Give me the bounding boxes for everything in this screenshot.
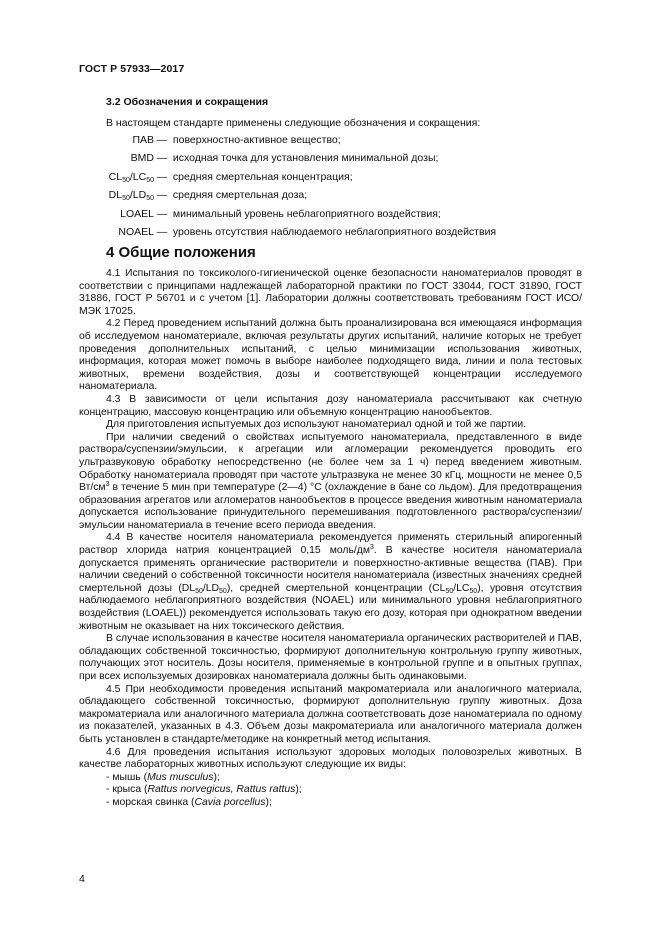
paragraph-4-6: 4.6 Для проведения испытания используют здоровых молодых половозрелых животных. В качестве лабораторных животных используют следующие их виды: (79, 746, 582, 771)
paragraph-4-3-batch: Для приготовления испытуемых доз используют наноматериал одной и той же партии. (106, 419, 527, 431)
paragraph-4-4-carrier: В случае использования в качестве носителя наноматериала органических растворителей и ПАВ, обладающих собственной токсичностью, формируют дополнительную контрольную группу животных, получающих этот носитель. Дозы носителя, применяемые в контрольной группе и в опытных группах, при всех используемых дозировках наноматериала должны быть одинаковыми. (79, 633, 582, 682)
abbreviation-desc: средняя смертельная доза; (172, 189, 308, 202)
section-4-title: 4 Общие положения (106, 244, 256, 261)
abbreviation-desc: исходная точка для установления минимальной дозы; (172, 152, 439, 165)
abbreviation-term: $DL_{50}/LD_{50}$ (108, 189, 154, 203)
paragraph-4-3-ultrasound: При наличии сведений о свойствах испытуемого наноматериала, представленного в виде раствора/суспензии/эмульсии, к агрегации или агломерации рекомендуется проводить его ультразвуковую обработку непосредственно (не более чем за 1 ч) перед введением животным. Обработку наноматериала проводят при частоте ультразвука не менее 30 кГц, мощности не менее 0,5 $Вт/см^3$ в течение 5 мин при температуре (2—4) °С (охлаждение в бане со льдом). Для предотвращения образования агрегатов или агломератов нанообъектов в процессе введения животным наноматериала допускается использование принудительного перемешивания подготовленного раствора/суспензии/эмульсии наноматериала в течение всего периода введения. (79, 431, 582, 531)
section-4-body (79, 268, 582, 810)
section-3-2-intro: В настоящем стандарте применены следующие обозначения и сокращения: (106, 117, 481, 129)
abbreviation-item: LOAEL — минимальный уровень неблагоприятного воздействия; (60, 205, 620, 223)
abbreviation-item: NOAEL — уровень отсутствия наблюдаемого неблагоприятного воздействия (60, 223, 620, 241)
standard-header: ГОСТ Р 57933—2017 (79, 63, 185, 75)
abbreviation-term: NOAEL (118, 225, 154, 238)
abbreviations-list (60, 131, 620, 241)
paragraph-4-3: 4.3 В зависимости от цели испытания дозу наноматериала рассчитывают как счетную концентрацию, массовую концентрацию или объемную концентрацию нанообъектов. (79, 393, 582, 418)
section-3-2-title: 3.2 Обозначения и сокращения (106, 96, 269, 108)
abbreviation-desc: уровень отсутствия наблюдаемого неблагоприятного воздействия (172, 225, 497, 238)
page-number: 4 (79, 873, 85, 885)
abbreviation-item: $DL_{50}/LD_{50}$ — средняя смертельная доза; (60, 186, 620, 204)
paragraph-4-2: 4.2 Перед проведением испытаний должна быть проанализирована вся имеющаяся информация об исследуемом наноматериале, включая результаты других испытаний, наличие которых не требует проведения дополнительных испытаний, с целью минимизации использования животных, информация, которая может помочь в выборе наиболее подходящего вида, линии и пола тестовых животных, времени воздействия, дозы и соответствующей концентрации исследуемого наноматериала. (79, 318, 582, 393)
paragraph-4-1: 4.1 Испытания по токсиколого-гигиенической оценке безопасности наноматериалов проводят в соответствии с принципами надлежащей лабораторной практики по ГОСТ 33044, ГОСТ 31890, ГОСТ 31886, ГОСТ Р 56701 и с учетом [1]. Лаборатории должны соответствовать требованиям ГОСТ ИСО/МЭК 17025. (79, 268, 582, 317)
abbreviation-term: ПАВ (132, 134, 154, 146)
abbreviation-term: BMD (130, 152, 154, 165)
list-item: - морская свинка (Cavia porcellus); (106, 796, 272, 808)
abbreviation-desc: средняя смертельная концентрация; (172, 170, 353, 183)
abbreviation-item: BMD — исходная точка для установления минимальной дозы; (60, 149, 620, 167)
abbreviation-term: LOAEL (120, 207, 154, 220)
list-item: - мышь (Mus musculus); (106, 771, 220, 783)
abbreviation-term: $CL_{50}/LC_{50}$ (108, 170, 154, 184)
paragraph-4-5: 4.5 При необходимости проведения испытаний макроматериала или аналогичного материала, обладающего собственной токсичностью, формируют дополнительную группу животных. Доза макроматериала или аналогичного материала должна соответствовать дозе наноматериала по одному из показателей, указанных в 4.3. Объем дозы макроматериала или аналогичного материала должен быть установлен в стандарте/методике на конкретный метод испытания. (79, 683, 582, 745)
abbreviation-desc: минимальный уровень неблагоприятного воздействия; (172, 207, 441, 220)
abbreviation-item: ПАВ — поверхностно-активное вещество; (60, 131, 620, 149)
abbreviation-item: $CL_{50}/LC_{50}$ — средняя смертельная концентрация; (60, 168, 620, 186)
paragraph-4-4: 4.4 В качестве носителя наноматериала рекомендуется применять стерильный апирогенный раствор хлорида натрия концентрацией 0,15 моль/$дм^3$. В качестве носителя наноматериала допускается применять органические растворители и поверхностно-активные вещества (ПАВ). При наличии сведений о собственной токсичности носителя наноматериала (известных значениях средней смертельной дозы $(DL_{50}/LD_{50})$, средней смертельной концентрации $(CL_{50}/LC_{50})$, уровня отсутствия наблюдаемого неблагоприятного воздействия (NOAEL) или минимального уровня неблагоприятного воздействия (LOAEL)) рекомендуется использовать такую его дозу, которая при однократном введении животным не оказывает на них токсического действия. (79, 532, 583, 632)
list-item: - крыса (Rattus norvegicus, Rattus rattus); (106, 784, 302, 796)
abbreviation-desc: поверхностно-активное вещество; (172, 134, 341, 146)
